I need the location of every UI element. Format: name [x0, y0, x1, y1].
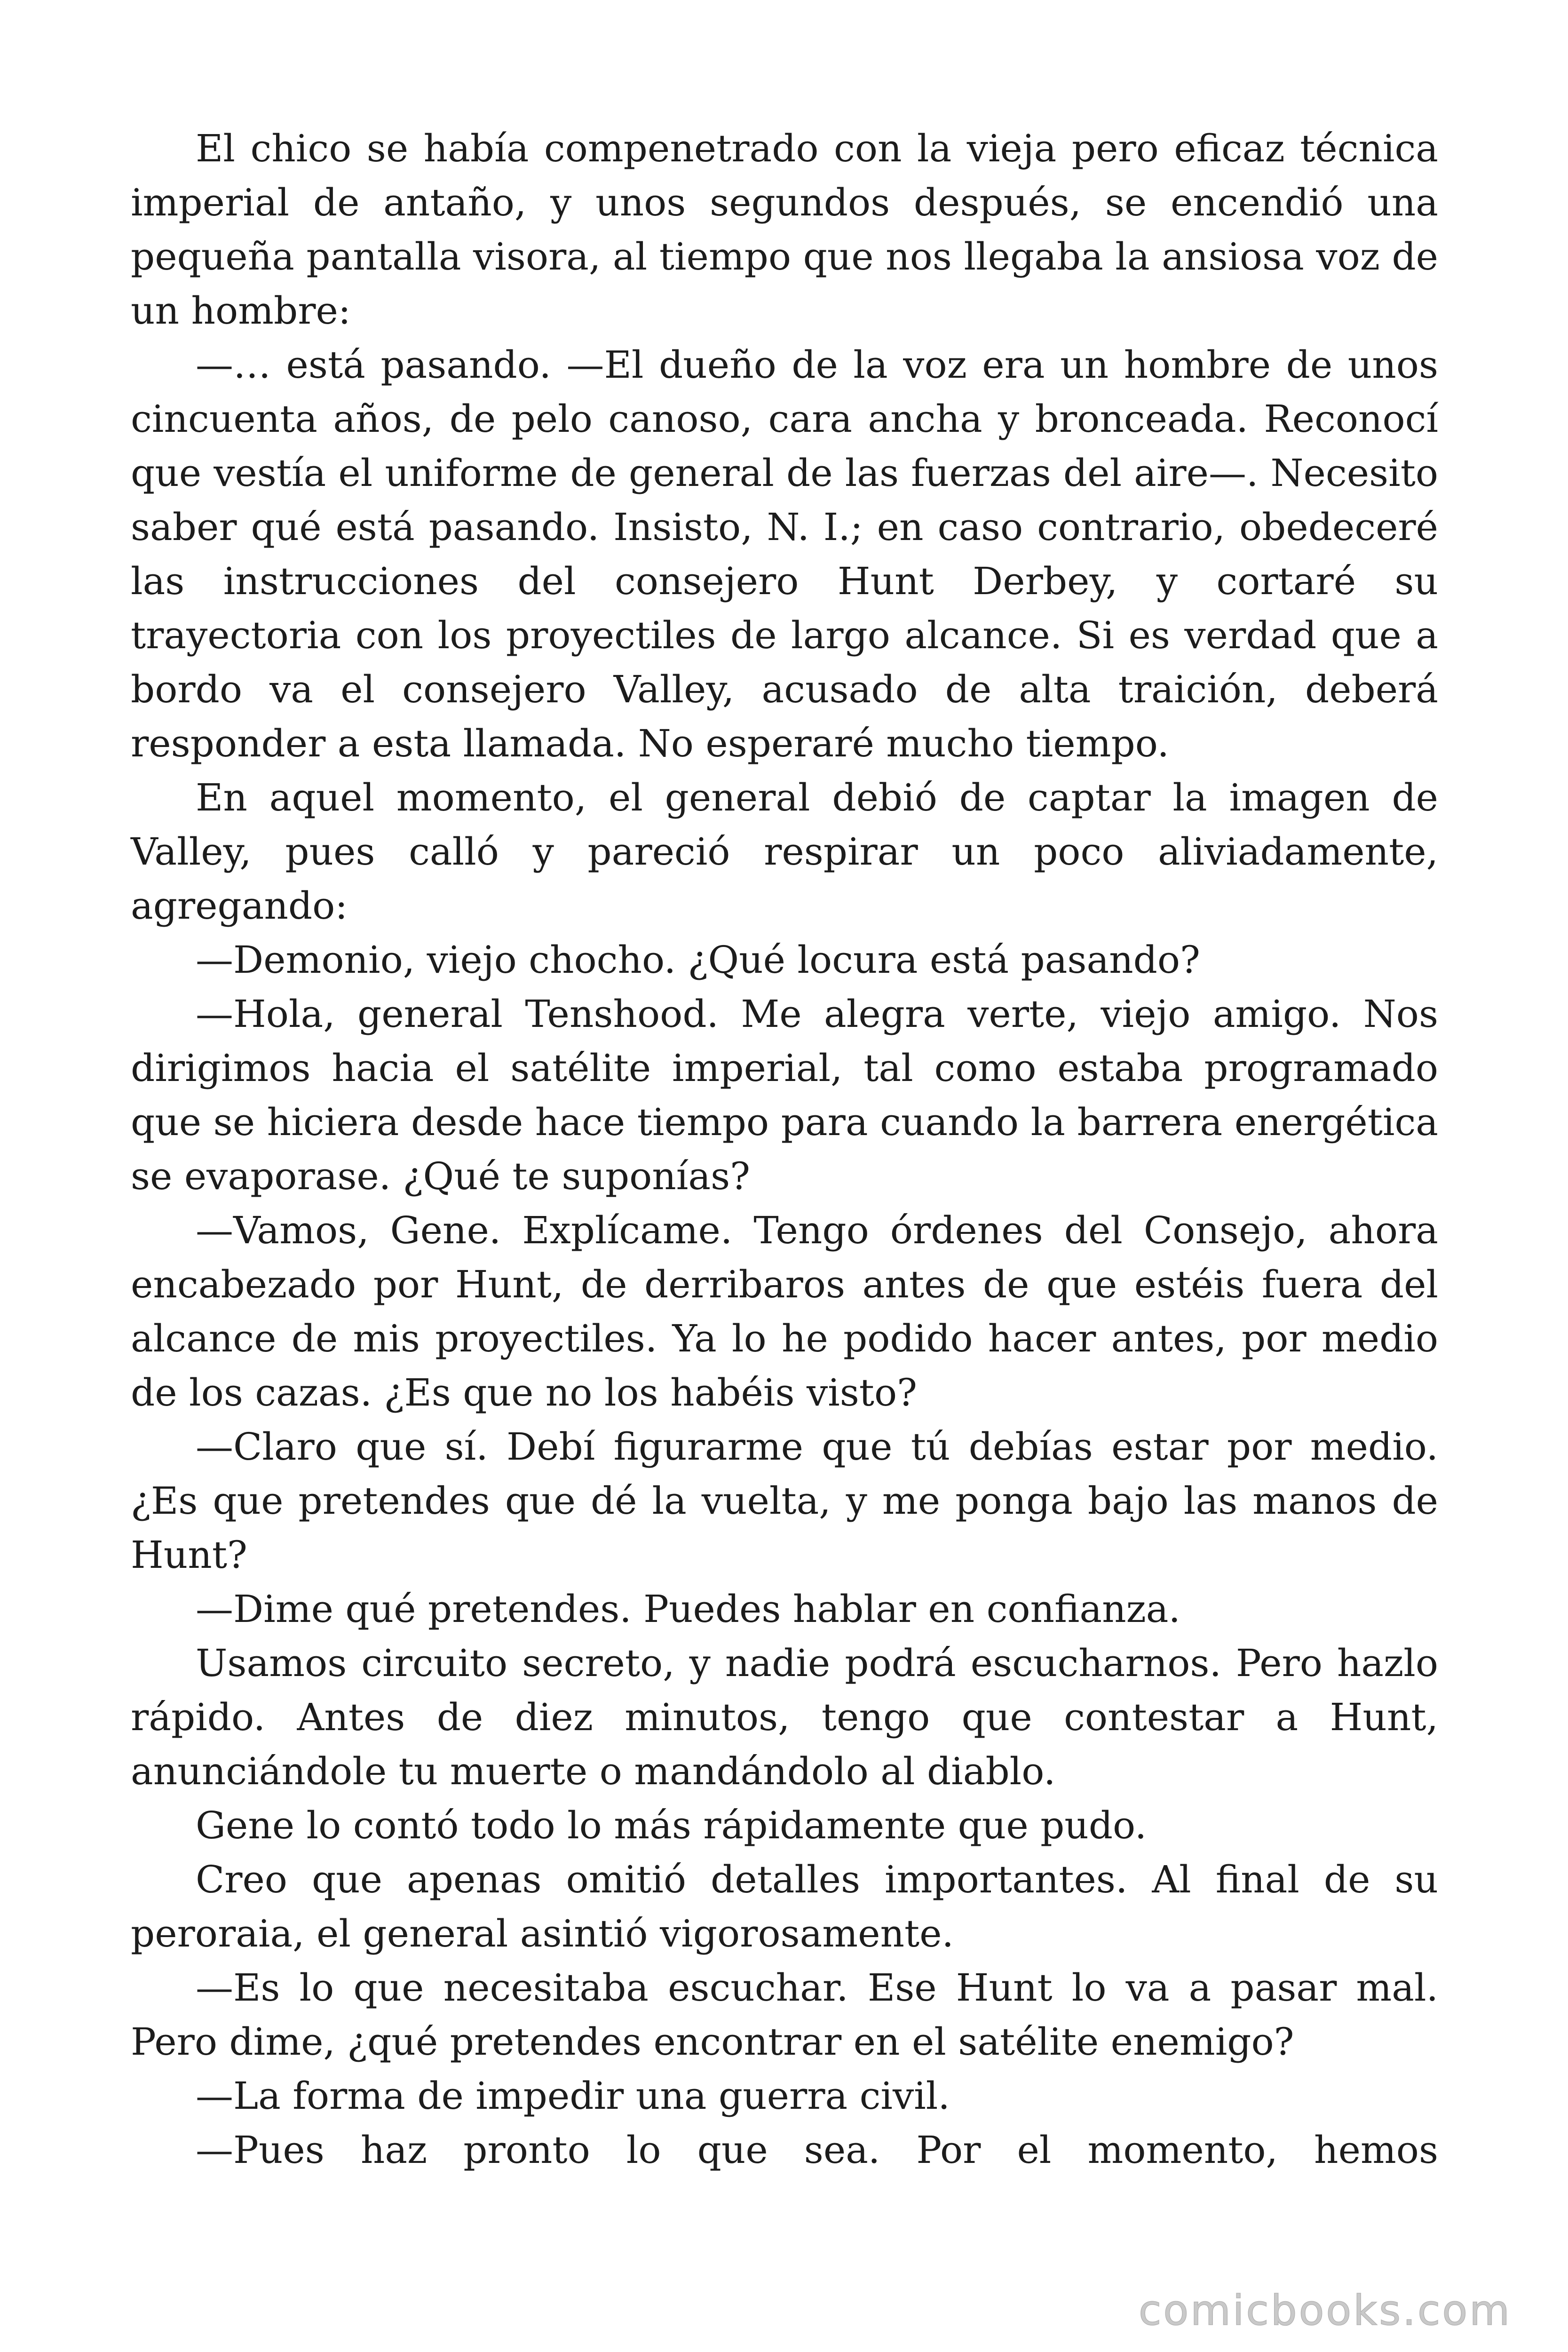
paragraph: —… está pasando. —El dueño de la voz era un hombre de unos cincuenta años, de pelo canoso, cara ancha y bronceada. Reconocí que vestía el uniforme de general de las fuerzas del aire—. Necesito saber qué está pasando. Insisto, N. I.; en caso contrario, obedeceré las instrucciones del consejero Hunt Derbey, y cortaré su trayectoria con los proyectiles de largo alcance. Si es verdad que a bordo va el consejero Valley, acusado de alta traición, deberá responder a esta llamada. No esperaré mucho tiempo. [131, 343, 1438, 765]
paragraph: —Hola, general Tenshood. Me alegra verte, viejo amigo. Nos dirigimos hacia el satélite imperial, tal como estaba programado que se hiciera desde hace tiempo para cuando la barrera energética se evaporase. ¿Qué te suponías? [131, 992, 1438, 1198]
paragraph: —Es lo que necesitaba escuchar. Ese Hunt lo va a pasar mal. Pero dime, ¿qué pretendes encontrar en el satélite enemigo? [131, 1966, 1438, 2064]
paragraph: El chico se había compenetrado con la vieja pero eficaz técnica imperial de antaño, y unos segundos después, se encendió una pequeña pantalla visora, al tiempo que nos llegaba la ansiosa voz de un hombre: [131, 127, 1438, 333]
paragraph: En aquel momento, el general debió de captar la imagen de Valley, pues calló y pareció respirar un poco aliviadamente, agregando: [131, 776, 1438, 928]
paragraph: —La forma de impedir una guerra civil. [196, 2074, 950, 2118]
paragraph: Gene lo contó todo lo más rápidamente que pudo. [196, 1804, 1147, 1847]
paragraph: —Demonio, viejo chocho. ¿Qué locura está pasando? [196, 938, 1200, 982]
paragraph: —Dime qué pretendes. Puedes hablar en confianza. [196, 1587, 1180, 1631]
paragraph: —Vamos, Gene. Explícame. Tengo órdenes del Consejo, ahora encabezado por Hunt, de derribaros antes de que estéis fuera del alcance de mis proyectiles. Ya lo he podido hacer antes, por medio de los cazas. ¿Es que no los habéis visto? [131, 1208, 1438, 1414]
watermark: comicbooks.com [1138, 2286, 1512, 2335]
paragraph: Usamos circuito secreto, y nadie podrá escucharnos. Pero hazlo rápido. Antes de diez minutos, tengo que contestar a Hunt, anunciándole tu muerte o mandándolo al diablo. [131, 1641, 1438, 1793]
paragraph: —Claro que sí. Debí figurarme que tú debías estar por medio. ¿Es que pretendes que dé la vuelta, y me ponga bajo las manos de Hunt? [131, 1425, 1438, 1577]
paragraph: Creo que apenas omitió detalles importantes. Al final de su peroraia, el general asintió vigorosamente. [131, 1858, 1438, 1955]
book-page-text [131, 121, 1438, 2177]
paragraph-last: —Pues haz pronto lo que sea. Por el momento, hemos [196, 2128, 1438, 2172]
